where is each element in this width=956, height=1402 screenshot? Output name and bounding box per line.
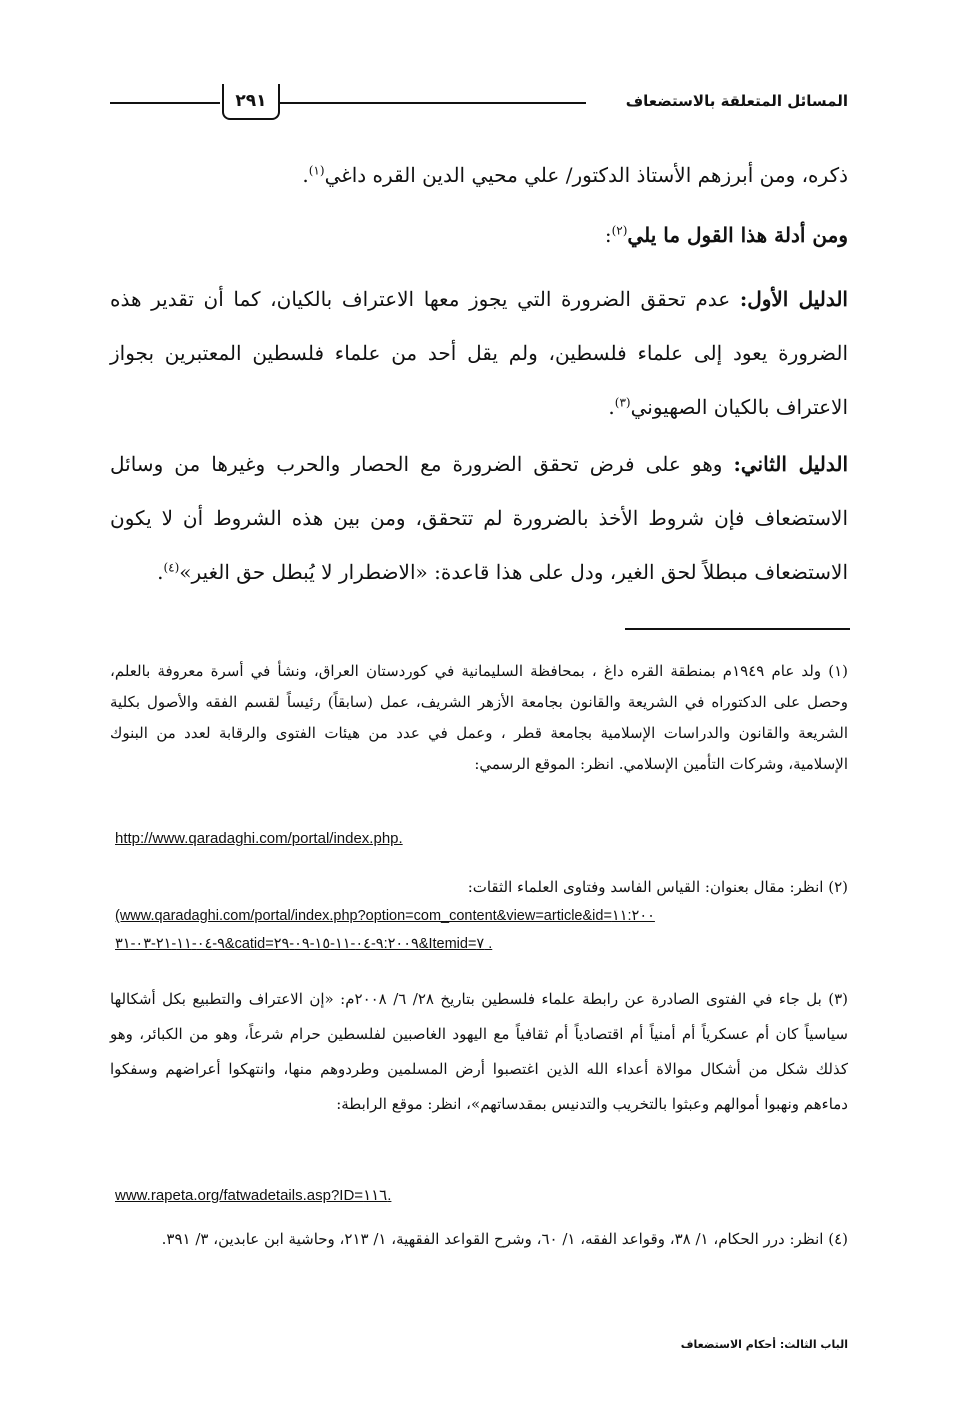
footnote-2-link-line-2[interactable]: ٩-٠٤-١١-٢١-٠٣-٣١&catid=٩:٢٠٠٩-٠٤-١١-١٥-٠٩-٢٩&Itemid=٧ . [115, 936, 493, 952]
footnote-ref-2[interactable]: (٢) [611, 223, 628, 238]
header-rule-left [110, 102, 220, 104]
footnote-2: (٢) انظر: مقال بعنوان: القياس الفاسد وفتاوى العلماء الثقات: [467, 878, 848, 896]
footnote-separator [625, 628, 850, 630]
evidence-1-label: الدليل الأول: [739, 287, 848, 311]
evidence-2-label: الدليل الثاني: [733, 452, 848, 476]
paragraph-2: ومن أدلة هذا القول ما يلي$^{(٢)}$: [604, 223, 848, 247]
footnote-4: (٤) انظر: درر الحكام، ١/ ٣٨، وقواعد الفقه، ١/ ٦٠، وشرح القواعد الفقهية، ١/ ٢١٣، وحاشية ابن عابدين، ٣/ ٣٩١. [161, 1230, 848, 1248]
footnote-2-link-line-1[interactable]: (www.qaradaghi.com/portal/index.php?option=com_content&view=article&id=١١:٢٠٠ [115, 908, 655, 924]
footnote-1-link[interactable]: http://www.qaradaghi.com/portal/index.php. [115, 830, 403, 847]
footnote-3-link[interactable]: www.rapeta.org/fatwadetails.asp?ID=١١٦. [115, 1187, 392, 1204]
paragraph-2-text: ومن أدلة هذا القول ما يلي [627, 223, 848, 247]
footnote-ref-4[interactable]: (٤) [163, 560, 180, 575]
footnote-ref-1[interactable]: (١) [308, 163, 325, 178]
header-rule-right [280, 102, 586, 104]
paragraph-3-text: عدم تحقق الضرورة التي يجوز معها الاعتراف بالكيان، كما أن تقدير هذه الضرورة يعود إلى علماء فلسطين، ولم يقل أحد من علماء فلسطين المعتبرين بجواز الاعتراف بالكيان الصهيوني [110, 287, 848, 419]
page-footer: الباب الثالث: أحكام الاستضعاف [680, 1338, 848, 1351]
paragraph-1: ذكره، ومن أبرزهم الأستاذ الدكتور/ علي محيي الدين القره داغي$^{(١)}$. [302, 163, 848, 187]
footnote-3: (٣) بل جاء في الفتوى الصادرة عن رابطة علماء فلسطين بتاريخ ٢٨/ ٦/ ٢٠٠٨م: «إن الاعتراف والتطبيع بكل أشكالها سياسياً كان أم عسكرياً أم أمنياً أم اقتصادياً أم ثقافياً مع اليهود الغاصبين لفلسطين حرام شرعاً، وهو من الكبائر، وهو كذلك شكل من أشكال موالاة أعداء الله الذين اغتصبوا أرض المسلمين وطردوهم منها، وانتهكوا أعراضهم وسفكوا دماءهم ونهبوا أموالهم وعبثوا بالتخريب والتدنيس بمقدساتهم»، انظر: موقع الرابطة: [110, 990, 848, 1113]
running-header [110, 84, 848, 124]
paragraph-1-text: ذكره، ومن أبرزهم الأستاذ الدكتور/ علي محيي الدين القره داغي [324, 163, 848, 187]
paragraph-4-text: وهو على فرض تحقق الضرورة مع الحصار والحرب وغيرها من وسائل الاستضعاف فإن شروط الأخذ بالضرورة لم تتحقق، ومن بين هذه الشروط أن لا يكون الاستضعاف مبطلاً لحق الغير، ودل على هذا قاعدة: «الاضطرار لا يُبطل حق الغير» [110, 452, 848, 584]
paragraph-3: الدليل الأول: عدم تحقق الضرورة التي يجوز معها الاعتراف بالكيان، كما أن تقدير هذه الضرورة يعود إلى علماء فلسطين، ولم يقل أحد من علماء فلسطين المعتبرين بجواز الاعتراف بالكيان الصهيوني$^{(٣)}$. [110, 287, 848, 419]
page-number: ٢٩١ [222, 84, 280, 120]
paragraph-4: الدليل الثاني: وهو على فرض تحقق الضرورة مع الحصار والحرب وغيرها من وسائل الاستضعاف فإن شروط الأخذ بالضرورة لم تتحقق، ومن بين هذه الشروط أن لا يكون الاستضعاف مبطلاً لحق الغير، ودل على هذا قاعدة: «الاضطرار لا يُبطل حق الغير»$^{(٤)}$. [110, 452, 848, 584]
chapter-title: المسائل المتعلقة بالاستضعاف [625, 92, 848, 110]
footnote-ref-3[interactable]: (٣) [614, 395, 631, 410]
footnote-1: (١) ولد عام ١٩٤٩م بمنطقة القره داغ ، بمحافظة السليمانية في كوردستان العراق، ونشأ في أسرة معروفة بالعلم، وحصل على الدكتوراه في الشريعة والقانون بجامعة الأزهر الشريف، عمل (سابقاً) رئيساً لقسم الفقه والأصول بكلية الشريعة والقانون والدراسات الإسلامية بجامعة قطر ، وعمل في عدد من هيئات الفتوى والرقابة لعدد من البنوك الإسلامية، وشركات التأمين الإسلامي. انظر: الموقع الرسمي: [110, 662, 848, 773]
